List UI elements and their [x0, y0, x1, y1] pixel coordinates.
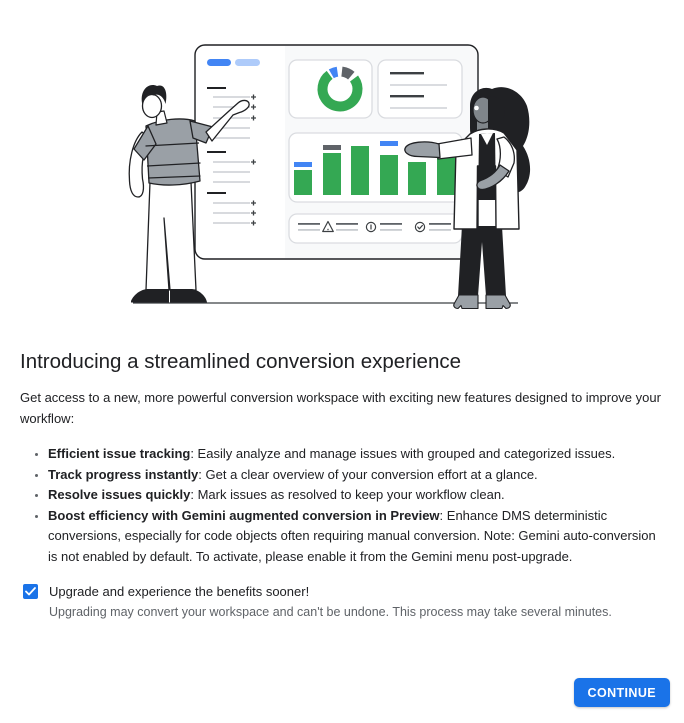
- upgrade-checkbox[interactable]: [23, 584, 38, 599]
- text-lines-card: [378, 60, 462, 118]
- man-shoe-left: [131, 289, 169, 303]
- upgrade-note: Upgrading may convert your workspace and can't be undone. This process may take several minutes.: [49, 605, 612, 619]
- woman-shoe-left: [454, 295, 478, 309]
- woman-shoe-right: [486, 295, 510, 309]
- woman-pants: [458, 226, 506, 296]
- benefit-item-track-progress: • Track progress instantly: Get a clear overview of your conversion effort at a glance.: [48, 465, 664, 486]
- dialog-title: Introducing a streamlined conversion experience: [20, 350, 462, 373]
- dialog-body: [0, 350, 684, 620]
- sidebar-pill-blue: [207, 59, 231, 66]
- upgrade-checkbox-label[interactable]: Upgrade and experience the benefits sooner!: [49, 584, 310, 599]
- woman-pointing-hand: [405, 142, 440, 158]
- donut-chart-card: [289, 60, 372, 118]
- man-face: [143, 95, 162, 118]
- upgrade-checkbox-row: [20, 584, 664, 599]
- benefits-list: [20, 444, 664, 567]
- hero-illustration: [0, 0, 684, 330]
- woman-earring: [474, 106, 479, 111]
- benefit-item-resolve-issues: • Resolve issues quickly: Mark issues as resolved to keep your workflow clean.: [48, 485, 664, 506]
- benefit-item-gemini-conversion: • Boost efficiency with Gemini augmented conversion in Preview: Enhance DMS deterministic conversions, especially for code objects often requiring manual conversion. Note: Gemini auto-conversion is not enabled by default. To activate, please enable it from the Gemini menu post-upgrade.: [48, 506, 664, 568]
- intro-text: Get access to a new, more powerful conversion workspace with exciting new features designed to improve your workflow:: [20, 390, 661, 426]
- benefit-item-issue-tracking: • Efficient issue tracking: Easily analyze and manage issues with grouped and categorized issues.: [48, 444, 664, 465]
- status-row-card: [289, 214, 462, 243]
- man-shoe-right: [170, 289, 207, 303]
- checkmark-icon: [25, 587, 36, 596]
- sidebar-pill-lightblue: [235, 59, 260, 66]
- continue-button[interactable]: CONTINUE: [574, 678, 670, 707]
- dashboard-illustration-svg: [0, 0, 684, 330]
